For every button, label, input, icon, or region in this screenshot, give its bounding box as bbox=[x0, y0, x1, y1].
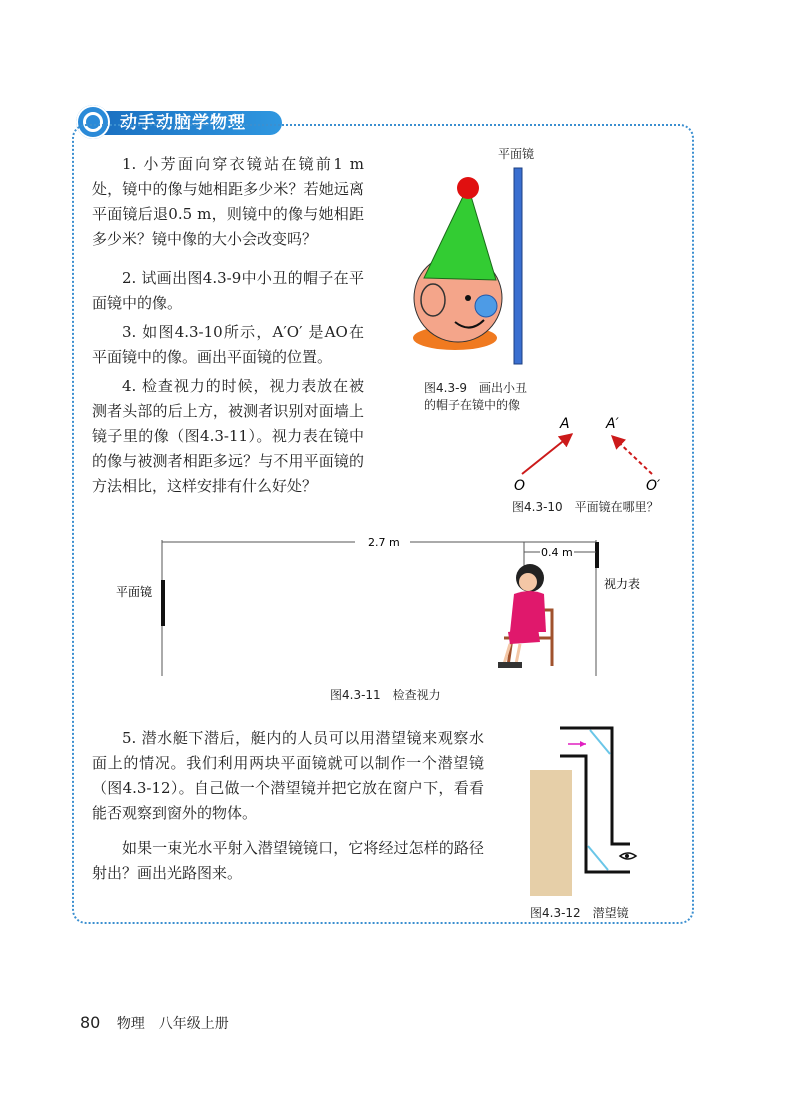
arrow-ao-prime bbox=[612, 436, 652, 474]
periscope-figure bbox=[510, 722, 660, 898]
fig9-mirror-label: 平面镜 bbox=[498, 147, 535, 161]
exercise-2: 2. 试画出图4.3-9中小丑的帽子在平面镜中的像。 bbox=[92, 269, 364, 312]
label-o-prime: O′ bbox=[646, 478, 661, 494]
exercise-5: 5. 潜水艇下潜后，艇内的人员可以用潜望镜来观察水面上的情况。我们利用两块平面镜就可以制作一个潜望镜（图4.3-12）。自己做一个潜望镜并把它放在窗户下，看看能否观察到窗外的物体。 bbox=[92, 729, 484, 822]
bottom-mirror bbox=[588, 846, 608, 870]
mirror-location-figure bbox=[500, 410, 680, 495]
clown-nose bbox=[475, 295, 497, 317]
girl-in-chair bbox=[498, 564, 552, 668]
fig11-caption: 图4.3-11 检查视力 bbox=[330, 688, 441, 702]
fig12-caption: 图4.3-12 潜望镜 bbox=[530, 906, 629, 920]
distance-total-label: 2.7 m bbox=[368, 536, 400, 549]
clown-hat bbox=[424, 186, 496, 280]
wall bbox=[530, 770, 572, 896]
arrow-ao bbox=[522, 434, 572, 474]
exercise-3: 3. 如图4.3-10所示，A′O′ 是AO在平面镜中的像。画出平面镜的位置。 bbox=[92, 323, 364, 366]
eye-chart-label: 视力表 bbox=[604, 577, 640, 591]
distance-short-label: 0.4 m bbox=[541, 546, 573, 559]
exercise-5-followup: 如果一束光水平射入潜望镜镜口，它将经过怎样的路径射出？画出光路图来。 bbox=[92, 839, 484, 882]
label-o: O bbox=[514, 478, 526, 494]
mirror-bar bbox=[161, 580, 165, 626]
exercise-4: 4. 检查视力的时候，视力表放在被测者头部的后上方，被测者识别对面墙上镜子里的像（图4.3-11）。视力表在镜中的像与被测者相距多远？与不用平面镜的方法相比，这样安排有什么好处？ bbox=[92, 377, 364, 495]
fig10-caption: 图4.3-10 平面镜在哪里？ bbox=[512, 500, 659, 514]
exercise-1: 1. 小芳面向穿衣镜站在镜前1 m处，镜中的像与她相距多少米？若她远离平面镜后退0.5 m，则镜中的像与她相距多少米？镜中像的大小会改变吗？ bbox=[92, 155, 364, 248]
book-title: 物理 八年级上册 bbox=[116, 1016, 229, 1032]
light-ray-arrow bbox=[580, 741, 586, 747]
plane-mirror bbox=[514, 168, 522, 364]
eye-chart-bar bbox=[595, 542, 599, 568]
fig9-caption-line2: 的帽子在镜中的像 bbox=[424, 398, 521, 412]
clown-figure bbox=[400, 140, 580, 390]
hat-pompom bbox=[457, 177, 479, 199]
eye-test-figure bbox=[100, 530, 640, 680]
label-a-prime: A′ bbox=[606, 416, 619, 432]
fig9-caption-line1: 图4.3-9 画出小丑 bbox=[424, 381, 528, 395]
label-a: A bbox=[560, 416, 570, 432]
fig9-caption bbox=[424, 380, 527, 414]
page-footer bbox=[80, 1013, 229, 1033]
top-mirror bbox=[590, 730, 610, 754]
section-title: 动手动脑学物理 bbox=[96, 111, 282, 135]
fig11-mirror-label: 平面镜 bbox=[116, 585, 153, 599]
clown-ear bbox=[421, 284, 445, 316]
page-number: 80 bbox=[80, 1013, 101, 1032]
clown-eye bbox=[465, 295, 471, 301]
eye-icon bbox=[620, 853, 636, 859]
